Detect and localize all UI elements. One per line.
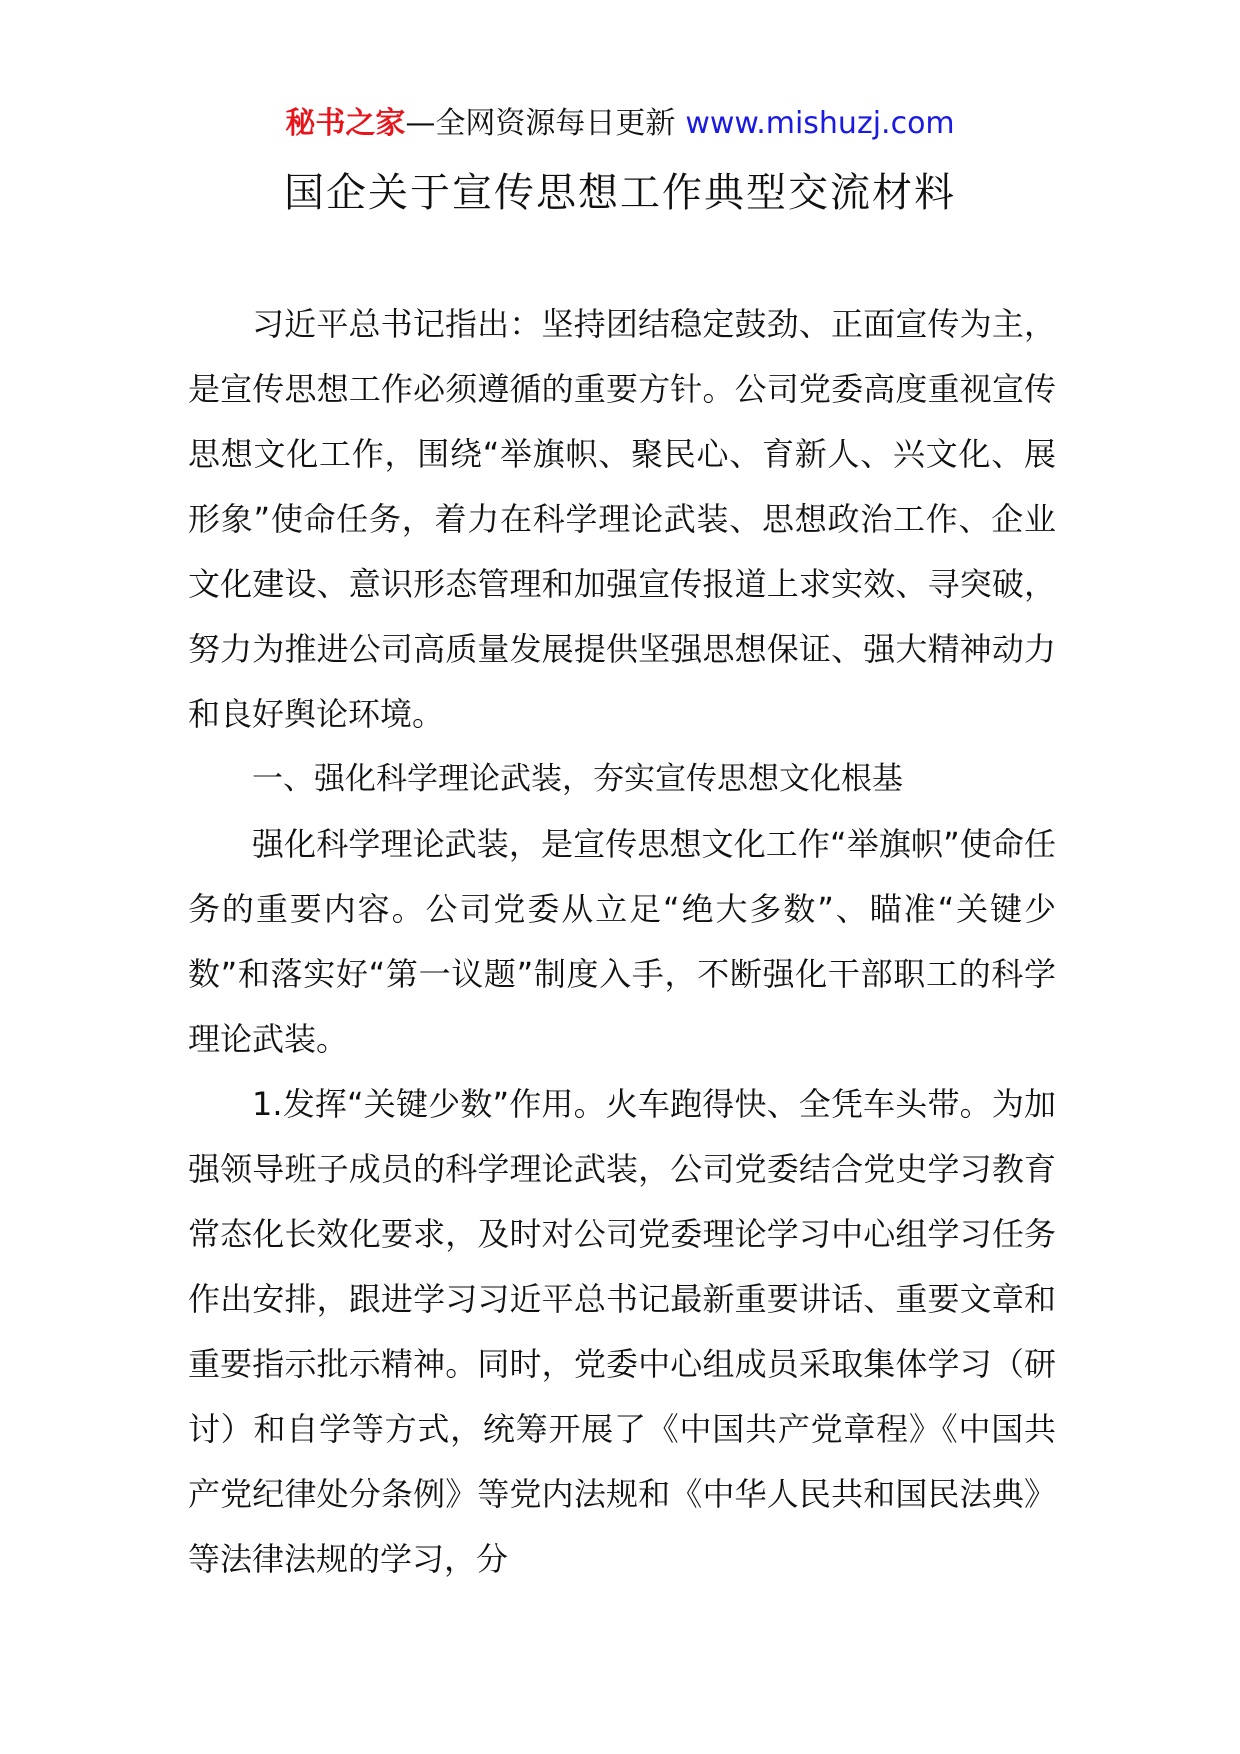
paragraph-section-1: 强化科学理论武装，是宣传思想文化工作“举旗帜”使命任务的重要内容。公司党委从立足“绝大多数”、瞄准“关键少数”和落实好“第一议题”制度入手，不断强化干部职工的科学理论武装。: [188, 825, 1056, 1058]
site-url-link[interactable]: www.mishuzj.com: [685, 106, 955, 141]
brand-name: 秘书之家: [285, 106, 406, 141]
header-tagline: —全网资源每日更新: [405, 106, 676, 141]
document-body: [188, 292, 1056, 1592]
paragraph-item-1: 1.发挥“关键少数”作用。火车跑得快、全凭车头带。为加强领导班子成员的科学理论武装，公司党委结合党史学习教育常态化长效化要求，及时对公司党委理论学习中心组学习任务作出安排，跟进学习习近平总书记最新重要讲话、重要文章和重要指示批示精神。同时，党委中心组成员采取集体学习（研讨）和自学等方式，统筹开展了《中国共产党章程》《中国共产党纪律处分条例》等党内法规和《中华人民共和国民法典》等法律法规的学习，分: [188, 1085, 1056, 1578]
site-header: [0, 100, 1240, 148]
document-title: 国企关于宣传思想工作典型交流材料: [284, 170, 956, 216]
paragraph-intro: 习近平总书记指出：坚持团结稳定鼓劲、正面宣传为主，是宣传思想工作必须遵循的重要方针。公司党委高度重视宣传思想文化工作，围绕“举旗帜、聚民心、育新人、兴文化、展形象”使命任务，着力在科学理论武装、思想政治工作、企业文化建设、意识形态管理和加强宣传报道上求实效、寻突破，努力为推进公司高质量发展提供坚强思想保证、强大精神动力和良好舆论环境。: [188, 305, 1056, 733]
section-heading-1: 一、强化科学理论武装，夯实宣传思想文化根基: [252, 761, 903, 797]
